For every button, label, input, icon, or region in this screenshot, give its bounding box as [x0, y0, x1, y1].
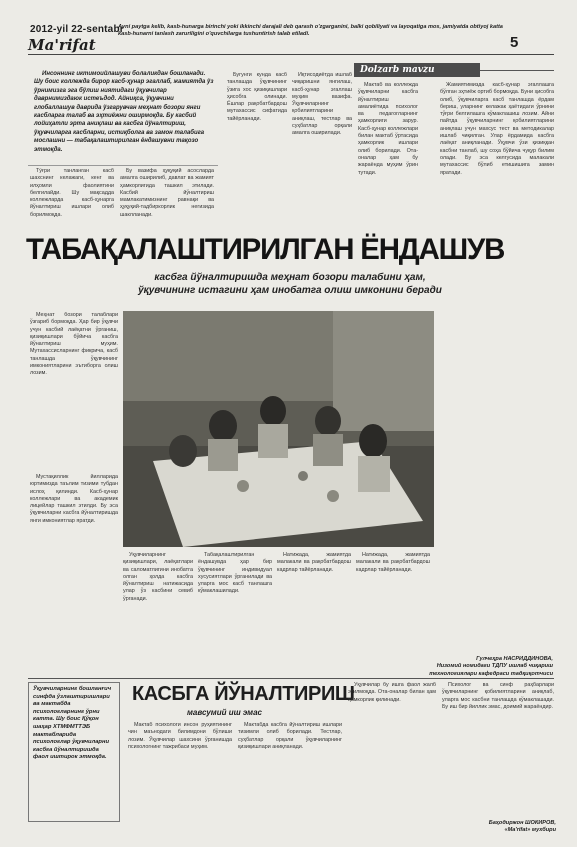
rubric-line: [480, 70, 554, 71]
article-column-mid-low-4: Натижада, жамиятда малакали ва рақобатбардош кадрлар тайёрланади.: [356, 552, 430, 573]
article2-column-3: Ўқувчилар бу ишга фаол жалб этилмоқда. Ота-оналар билан ҳам ҳамкорлик қилинади.: [348, 682, 436, 703]
issue-date: 2012-yil 22-sentabr: [30, 24, 124, 35]
article-column-2: Бу вазифа ҳуқуқий асосларда амалга оширилиб, давлат ва жамият ҳамкорлигида ташкил этилади. Касбий йўналтириш мамлакатимизнинг равнақи ва ҳуқуқий-тадбиркорлик негизида шаклланади.: [120, 168, 214, 218]
masthead-title: Ma'rifat: [28, 36, 96, 54]
subheadline-line-1: касбга йўналтиришда меҳнат бозори талабини ҳам,: [154, 272, 426, 283]
article2-subheadline: мавсумий иш эмас: [187, 708, 262, 717]
article-lead: Инсоннинг иктимоийлашуви болаликдан бошланади. Шу боис коллежда бирор касб-ҳунар эгаллаб, жамиятда ўз ўрнимизга эга бўлиш ниятидаги ўқувчилар даврнимиздаюк истеъдод. Айниқса, ўқувчини глобаллашув даврида ўзгарувчан меҳнат бозори янги касбларга талаб ва эҳтиёжни оширмоқда. Бу касбий лойиҳатли эртa аниқлаш ва касбга йўналтириш, ўқувчиларга касбларни, истиқболга ва замон талабига мослашни — табақалаштирилган ёндашувни тақозо этмоқда.: [34, 71, 214, 153]
subheadline-line-2: ўқувчининг истагини ҳам инобатга олиш имконини беради: [138, 284, 442, 296]
article-column-3: Бугунги кунда касб танлашда ўқувчининг ўзига хос қизиқишлари ҳисобга олинади. Ёшлар рақобатбардош мутахассис сифатида тайёрланади.: [227, 72, 287, 122]
rubric-label: Dolzarb mavzu: [354, 63, 480, 77]
lead-divider: [28, 165, 218, 166]
article-column-4: Иқтисодиётда ишлаб чиқаришни янгилаш, касб-ҳунар эгаллаш муҳим вазифа. Ўқувчиларнинг қобилиятларини аниқлаш, тестлар ва суҳбатлар орқали амалга оширилади.: [292, 72, 352, 137]
article2-column-2: Мактабда касбга йўналтириш ишлари тизимли олиб борилади. Тестлар, суҳбатлар орқали ўқувчиларнинг қизиқишлари аниқланади.: [238, 722, 342, 750]
article-column-5: Мактаб ва коллежда ўқувчиларни касбга йўналтириш амалиётида психолог ва педагогларнинг ҳамкорлиги зарур. Касб-ҳунар коллежлари билан мактаб ўртасида ҳамкорлик ишлари олиб борилади. Ота-оналар ҳам бу жараёнда муҳим ўрин тутади.: [358, 82, 418, 176]
classroom-photo: [123, 311, 434, 547]
signature-title: Низомий номидаги ТДПУ ишлаб чиқариш технологиялари кафедраси тадқиқотчиси: [429, 663, 553, 677]
article2-signature: [456, 820, 556, 835]
article2-signature-title: «Ma'rifat» мухбири: [504, 827, 556, 834]
article2-headline: КАСБГА ЙЎНАЛТИРИШ: [132, 683, 355, 705]
signature-name: Гулчеҳра НАСРИДДИНОВА,: [476, 656, 553, 662]
masthead-tagline: Ayni paytga kelib, kasb-hunarga birinchi yoki ikkinchi darajali deb qarash o'zgarganini, balki qobiliyati va layoqatiga mos, jamiyatda obtiyoj katta kasb-hunarni tanlash zaruriligini o'quvchilarga tushuntirish talab etiladi.: [118, 24, 503, 38]
article2-column-1: Мактаб психологи инсон руҳиятининг чин маънодаги билимдони бўлиши лозим. Ўқувчилар шахсини ўрганишда психологнинг тажрибаси муҳим.: [128, 722, 232, 750]
article-signature: [388, 656, 553, 678]
article-column-mid-low-2: Табақалаштирилган ёндашувда ҳар бир ўқувчининг индивидуал хусусиятлари ўрганилади ва уларга мос касб танлашга кўмаклашилади.: [198, 552, 272, 595]
page-number: 5: [510, 34, 519, 51]
article-headline: ТАБАҚАЛАШТИРИЛГАН ЁНДАШУВ: [26, 233, 505, 266]
article-column-mid-low-3: Натижада, жамиятда малакали ва рақобатбардош кадрлар тайёрланади.: [277, 552, 351, 573]
section-divider: [28, 678, 554, 679]
article-column-1: Тўғри танланган касб шахснинг келажаги, кенг ва илҳомли фаолиятини белгилайди. Шу мақсадда коллежларда касб-ҳунарга йўналтириш ишлари олиб борилмоқда.: [30, 168, 114, 218]
article-column-right: Жамиятимизда касб-ҳунар эгаллашга бўлган эҳтиёж ортиб бормоқда. Буни ҳисобга олиб, ўқувчиларга касб танлашда ёрдам бериш, уларнинг келажак ҳаётидаги ўрнини тўғри белгилашга кўмаклашиш лозим. Айни пайтда ўқувчиларнинг қобилиятларини аниқлаш учун махсус тест ва методикалар ишлаб чиқилган. Улар ёрдамида касбга лаёқат аниқланади. Ўқувчи ўзи қизиққан касбни танлаб, шу соҳа бўйича чуқур билим олади. Бу эса келгусида малакали мутахассис бўлиб етишишига замин яратади.: [440, 82, 554, 176]
header-divider: [28, 54, 554, 55]
article2-column-4: Психолог ва синф раҳбарлари ўқувчиларнинг қобилиятларини аниқлаб, уларга мос касбни танлашда кўмаклашади. Бу иш бир йиллик эмас, доимий жараёндир.: [442, 682, 554, 710]
article2-signature-name: Баҳодиржон ШОКИРОВ,: [488, 820, 556, 826]
article-column-left-mid: Меҳнат бозори талаблари ўзгариб бормоқда. Ҳар бир ўқувчи учун касбий лаёқатни ўрганиш, қизиқишлари бўйича касбга йўналтириш муҳим. Мутахассисларнинг фикрича, касб танлашда ўқувчининг имкониятларини эътиборга олиш лозим.: [30, 312, 118, 377]
article-column-left-low: Мустақиллик йилларида юртимизда таълим тизими тубдан ислоҳ қилинди. Касб-ҳунар коллежлари ва академик лицейлар ташкил этилди. Бу эса ўқувчиларни касбга йўналтиришда янги имкониятлар яратди.: [30, 474, 118, 524]
article-column-mid-low-1: Ўқувчиларнинг қизиқишлари, лаёқатлари ва саломатлигини инобатга олган ҳолда касбга йўналтириш натижасида улар ўз касбини севиб ўрганади.: [123, 552, 193, 602]
article2-lead-box: Ўқувчиларнинг бошланғич синфда ўзлаштиришлари ва мактабда психологларнинг ўрни катта. Шу боис Қўқон шаҳар ХТМФМТТЭБ мактабларида психологлар ўқувчиларни касбга йўналтиришда фаол иштирок этмоқда.: [28, 682, 120, 822]
